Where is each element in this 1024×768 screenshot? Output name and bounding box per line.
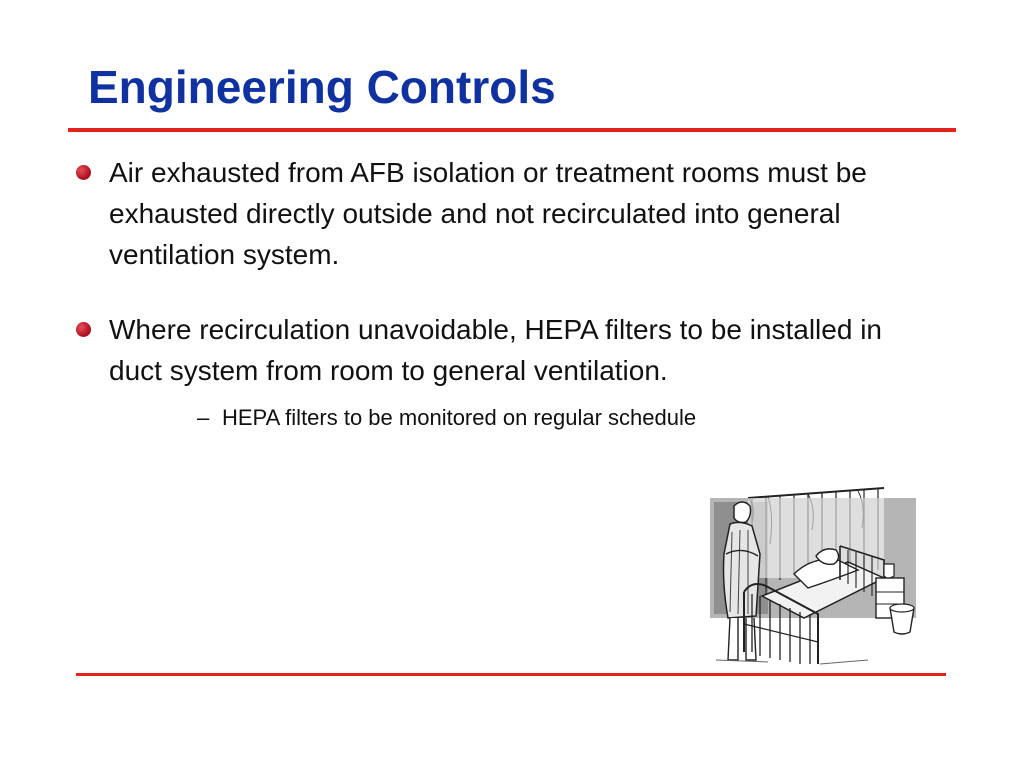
sub-bullet-item — [193, 403, 920, 433]
bullet-list — [70, 152, 920, 433]
bullet-item — [70, 152, 920, 275]
slide-title: Engineering Controls — [88, 61, 556, 113]
dash-marker: – — [197, 405, 210, 430]
bullet-text: Air exhausted from AFB isolation or treatment rooms must be exhausted directly outside and not recirculated into general ventilation system. — [109, 157, 867, 270]
sub-bullet-text: HEPA filters to be monitored on regular schedule — [222, 405, 697, 430]
bullet-dot-icon — [76, 322, 91, 337]
bullet-item — [70, 309, 920, 433]
hospital-room-illustration — [708, 484, 920, 670]
bullet-text: Where recirculation unavoidable, HEPA filters to be installed in duct system from room to general ventilation. — [109, 314, 882, 386]
bullet-dot-icon — [76, 165, 91, 180]
title-underline — [68, 128, 956, 132]
footer-rule — [76, 673, 946, 676]
